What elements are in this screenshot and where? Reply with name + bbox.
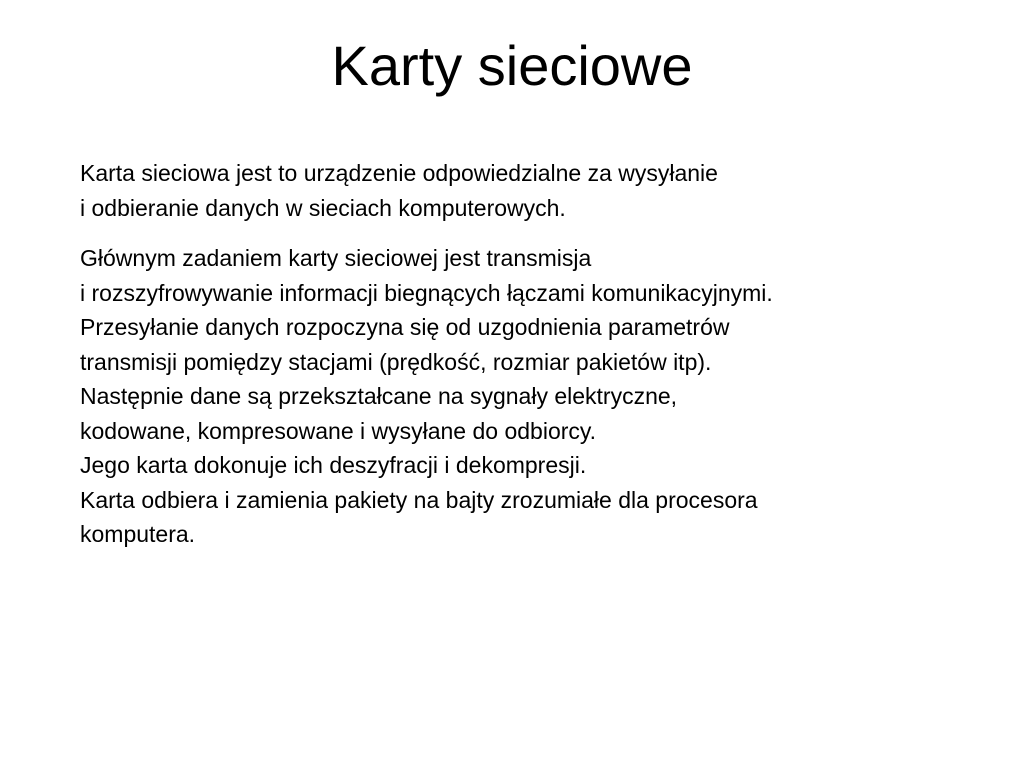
- paragraph-function: [80, 241, 980, 552]
- text-line: Karta odbiera i zamienia pakiety na bajty zrozumiałe dla procesora: [80, 486, 758, 513]
- text-line: Następnie dane są przekształcane na sygnały elektryczne,: [80, 383, 678, 409]
- text-line: Przesyłanie danych rozpoczyna się od uzgodnienia parametrów: [80, 314, 730, 340]
- text-line: transmisji pomiędzy stacjami (prędkość, rozmiar pakietów itp).: [80, 348, 712, 375]
- slide-title: Karty sieciowe: [331, 34, 693, 97]
- paragraph-definition: [80, 156, 980, 225]
- text-line: Jego karta dokonuje ich deszyfracji i dekompresji.: [80, 452, 587, 478]
- text-line: Karta sieciowa jest to urządzenie odpowiedzialne za wysyłanie: [80, 160, 718, 186]
- slide-body: [80, 156, 980, 552]
- text-line: i odbieranie danych w sieciach komputerowych.: [80, 194, 566, 221]
- text-line: komputera.: [80, 521, 196, 547]
- text-line: i rozszyfrowywanie informacji biegnących łączami komunikacyjnymi.: [80, 279, 773, 306]
- text-line: Głównym zadaniem karty sieciowej jest transmisja: [80, 245, 592, 271]
- text-line: kodowane, kompresowane i wysyłane do odbiorcy.: [80, 417, 597, 444]
